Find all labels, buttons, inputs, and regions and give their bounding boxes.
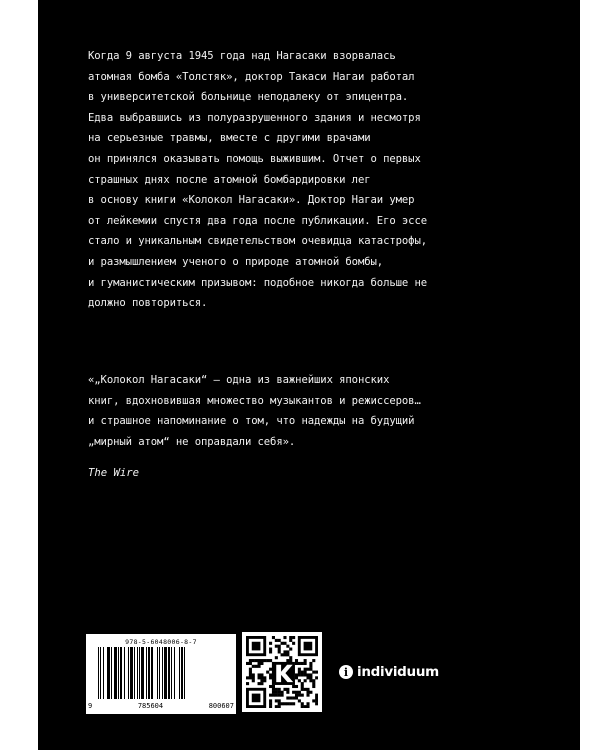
qr-module <box>309 673 312 676</box>
blurb-line: страшных днях после атомной бомбардировки лег <box>88 173 371 186</box>
qr-module <box>301 671 304 674</box>
qr-module <box>275 688 278 691</box>
quote-line: книг, вдохновившая множество музыкантов и режиссеров… <box>88 394 421 407</box>
qr-module <box>304 662 307 665</box>
qr-module <box>278 691 281 694</box>
qr-module <box>301 673 304 676</box>
qr-module <box>306 668 309 671</box>
qr-module <box>269 685 272 688</box>
qr-module <box>312 671 315 674</box>
qr-module <box>306 694 309 697</box>
book-back-cover <box>38 0 580 750</box>
qr-module <box>269 694 272 697</box>
qr-module <box>309 691 312 694</box>
qr-module <box>258 673 261 676</box>
qr-module <box>255 659 258 662</box>
qr-module <box>260 682 263 685</box>
qr-module <box>286 659 289 662</box>
ean-digit-group: 800607 <box>208 702 234 710</box>
qr-module <box>258 665 261 668</box>
qr-module <box>252 676 255 679</box>
blurb-line: он принялся оказывать помощь выжившим. Отчет о первых <box>88 152 421 165</box>
qr-module <box>306 702 309 705</box>
qr-module <box>275 656 278 659</box>
ean-digits <box>88 702 234 710</box>
qr-module <box>312 682 315 685</box>
qr-module <box>278 639 281 642</box>
blurb-line: в основу книги «Колокол Нагасаки». Доктор Нагаи умер <box>88 194 415 207</box>
blurb-line: атомная бомба «Толстяк», доктор Такаси Нагаи работал <box>88 70 415 83</box>
qr-module <box>278 702 281 705</box>
qr-module <box>275 645 278 648</box>
qr-module <box>304 671 307 674</box>
qr-module <box>278 650 281 653</box>
publisher-logo-icon: i <box>339 665 353 679</box>
qr-module <box>298 679 301 682</box>
qr-module <box>269 650 272 653</box>
qr-module <box>295 662 298 665</box>
qr-module <box>298 691 301 694</box>
qr-module <box>289 636 292 639</box>
qr-module <box>289 659 292 662</box>
qr-module <box>255 665 258 668</box>
qr-module <box>312 659 315 662</box>
qr-module <box>269 648 272 651</box>
review-quote <box>88 370 468 452</box>
qr-module <box>301 662 304 665</box>
qr-module <box>289 639 292 642</box>
qr-module <box>315 699 318 702</box>
qr-module <box>278 699 281 702</box>
qr-module <box>269 702 272 705</box>
qr-module <box>278 688 281 691</box>
qr-module <box>286 691 289 694</box>
qr-module <box>309 679 312 682</box>
qr-module <box>309 665 312 668</box>
qr-module <box>283 650 286 653</box>
blurb-line: Едва выбравшись из полуразрушенного здания и несмотря <box>88 111 421 124</box>
qr-module <box>278 694 281 697</box>
qr-module <box>249 673 252 676</box>
qr-module <box>295 673 298 676</box>
book-blurb <box>88 46 468 314</box>
qr-module <box>260 662 263 665</box>
qr-module <box>275 699 278 702</box>
qr-module <box>281 691 284 694</box>
blurb-line: и размышлением ученого о природе атомной бомбы, <box>88 255 384 268</box>
barcode-bars <box>98 647 224 699</box>
qr-module <box>269 668 272 671</box>
quote-line: «„Колокол Нагасаки“ — одна из важнейших японских <box>88 374 390 386</box>
qr-module <box>260 676 263 679</box>
qr-module <box>301 702 304 705</box>
qr-module <box>283 702 286 705</box>
qr-module <box>312 679 315 682</box>
qr-module <box>298 668 301 671</box>
qr-module <box>260 659 263 662</box>
qr-module <box>286 696 289 699</box>
qr-module <box>249 668 252 671</box>
qr-module <box>266 671 269 674</box>
qr-module <box>309 662 312 665</box>
qr-module <box>301 682 304 685</box>
qr-module <box>306 705 309 708</box>
qr-module <box>281 642 284 645</box>
qr-module <box>249 671 252 674</box>
qr-module <box>252 642 261 651</box>
qr-module <box>304 705 307 708</box>
blurb-line: в университетской больнице неподалеку от эпицентра. <box>88 91 409 104</box>
qr-module <box>269 676 272 679</box>
qr-module <box>278 705 281 708</box>
qr-module <box>275 639 278 642</box>
qr-module <box>263 659 266 662</box>
qr-module <box>272 636 275 639</box>
qr-module <box>292 696 295 699</box>
qr-module <box>286 702 289 705</box>
qr-module <box>298 673 301 676</box>
qr-module <box>304 673 307 676</box>
qr-module <box>249 662 252 665</box>
qr-module <box>269 642 272 645</box>
qr-module <box>258 682 261 685</box>
qr-module <box>258 659 261 662</box>
qr-module <box>278 645 281 648</box>
qr-module <box>281 702 284 705</box>
qr-module <box>298 662 301 665</box>
qr-module <box>301 694 304 697</box>
qr-module <box>246 682 249 685</box>
isbn-number: 978-5-6048006-8-7 <box>125 638 197 646</box>
blurb-line: Когда 9 августа 1945 года над Нагасаки взорвалась <box>88 50 396 62</box>
qr-module <box>312 685 315 688</box>
qr-module <box>315 671 318 674</box>
qr-module <box>249 676 252 679</box>
ean-digit-group: 785604 <box>137 702 164 710</box>
qr-module <box>275 691 278 694</box>
qr-module <box>283 653 286 656</box>
qr-module <box>306 688 309 691</box>
qr-module <box>269 659 272 662</box>
qr-module <box>298 699 301 702</box>
qr-module <box>246 676 249 679</box>
qr-module <box>275 705 278 708</box>
qr-module <box>292 702 295 705</box>
publisher-name: individuum <box>357 664 439 680</box>
qr-module <box>272 694 275 697</box>
qr-module <box>292 685 295 688</box>
qr-module <box>292 691 295 694</box>
qr-module <box>312 699 315 702</box>
qr-module <box>289 648 292 651</box>
qr-module <box>246 662 249 665</box>
qr-module <box>298 694 301 697</box>
qr-module <box>283 636 286 639</box>
qr-module <box>260 679 263 682</box>
qr-module <box>263 679 266 682</box>
qr-module <box>286 653 289 656</box>
qr-module <box>292 642 295 645</box>
publisher-logo <box>339 664 439 680</box>
qr-module <box>283 642 286 645</box>
qr-module <box>252 694 261 703</box>
qr-module <box>258 662 261 665</box>
blurb-line: на серьезные травмы, вместе с другими врачами <box>88 132 371 145</box>
qr-module <box>315 676 318 679</box>
qr-module <box>292 636 295 639</box>
qr-module <box>301 688 304 691</box>
qr-module <box>306 691 309 694</box>
qr-module <box>304 642 313 651</box>
blurb-line: от лейкемии спустя два года после публикации. Его эссе <box>88 214 428 227</box>
qr-module <box>315 696 318 699</box>
qr-module <box>304 668 307 671</box>
quote-line: и страшное напоминание о том, что надежды на будущий <box>88 415 415 428</box>
qr-module <box>304 659 307 662</box>
blurb-line: стало и уникальным свидетельством очевидца катастрофы, <box>88 235 428 248</box>
qr-module <box>304 679 307 682</box>
qr-module <box>281 653 284 656</box>
qr-module <box>283 688 286 691</box>
qr-module <box>301 705 304 708</box>
qr-module <box>298 671 301 674</box>
qr-module <box>252 659 255 662</box>
ean-digit-group: 9 <box>88 702 93 710</box>
qr-code-image <box>246 636 318 708</box>
qr-module <box>269 705 272 708</box>
qr-module <box>289 702 292 705</box>
quote-line: „мирный атом“ не оправдали себя». <box>88 435 296 448</box>
qr-module <box>309 676 312 679</box>
qr-module <box>295 694 298 697</box>
qr-module <box>272 688 275 691</box>
qr-module <box>289 696 292 699</box>
qr-module <box>278 648 281 651</box>
qr-module <box>295 685 298 688</box>
qr-module <box>272 685 275 688</box>
barcode-bar <box>185 647 186 699</box>
qr-module <box>306 673 309 676</box>
qr-module <box>263 676 266 679</box>
qr-module <box>249 659 252 662</box>
qr-module <box>252 679 255 682</box>
qr-module <box>275 694 278 697</box>
qr-module <box>289 656 292 659</box>
qr-module <box>315 702 318 705</box>
qr-module <box>269 699 272 702</box>
qr-module <box>295 676 298 679</box>
qr-module <box>252 673 255 676</box>
blurb-line: и гуманистическим призывом: подобное никогда больше не <box>88 276 428 289</box>
qr-module <box>269 673 272 676</box>
qr-module <box>260 673 263 676</box>
isbn-barcode <box>86 634 236 714</box>
qr-module <box>266 659 269 662</box>
qr-module <box>306 676 309 679</box>
qr-module <box>315 694 318 697</box>
qr-module <box>295 659 298 662</box>
qr-module <box>304 688 307 691</box>
qr-module <box>295 696 298 699</box>
qr-module <box>301 685 304 688</box>
blurb-line: должно повториться. <box>88 297 208 310</box>
qr-code <box>242 632 322 712</box>
qr-module <box>286 650 289 653</box>
qr-module <box>258 676 261 679</box>
qr-module <box>252 665 255 668</box>
qr-module <box>286 645 289 648</box>
qr-module <box>281 694 284 697</box>
quote-source: The Wire <box>88 467 140 479</box>
qr-module <box>309 668 312 671</box>
qr-module <box>272 691 275 694</box>
qr-module <box>286 688 289 691</box>
qr-module <box>295 691 298 694</box>
